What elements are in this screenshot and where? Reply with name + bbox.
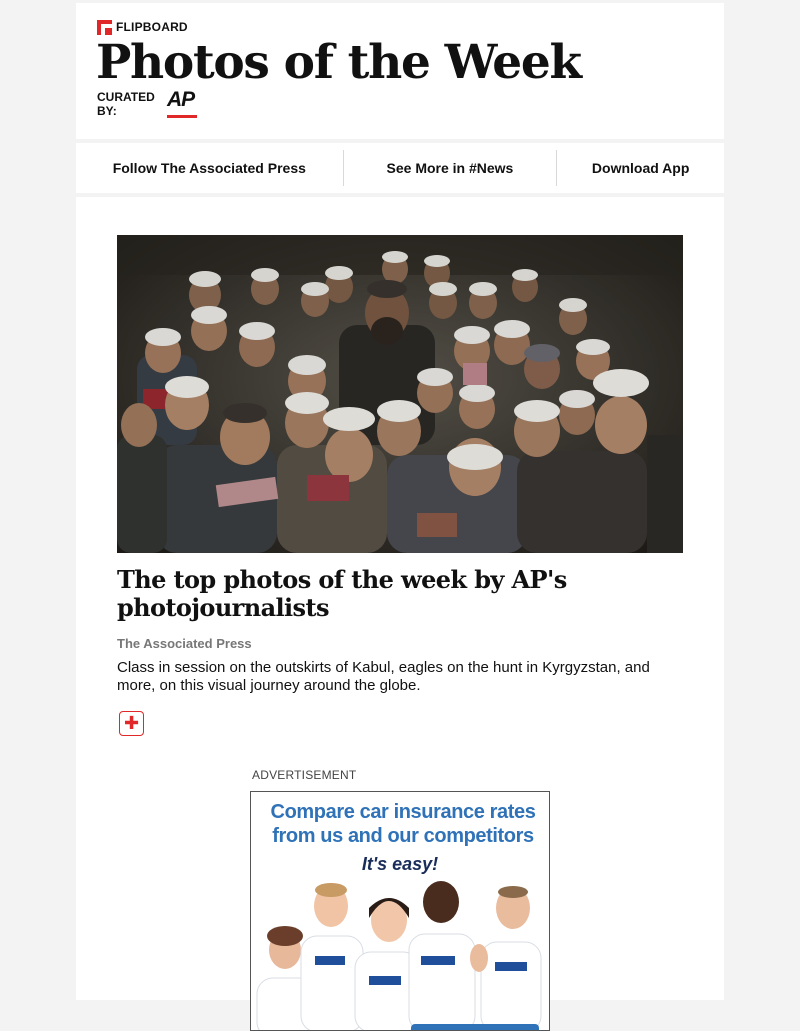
flipboard-brand[interactable] bbox=[97, 19, 188, 35]
brand-name: FLIPBOARD bbox=[116, 20, 188, 34]
advertisement-banner[interactable] bbox=[250, 791, 550, 1031]
add-to-flipboard-button[interactable] bbox=[119, 711, 144, 736]
ap-logo-text: AP bbox=[167, 88, 195, 111]
main-content bbox=[76, 197, 724, 1000]
article-source: The Associated Press bbox=[117, 636, 252, 651]
advertisement-label: ADVERTISEMENT bbox=[252, 768, 357, 782]
see-more-link[interactable]: See More in #News bbox=[386, 160, 514, 176]
ad-tagline: It's easy! bbox=[361, 854, 439, 874]
action-bar bbox=[76, 143, 724, 193]
follow-link[interactable]: Follow The Associated Press bbox=[112, 160, 306, 176]
flipboard-logo-icon bbox=[97, 20, 112, 35]
plus-icon: ✚ bbox=[123, 712, 140, 734]
page-title: Photos of the Week bbox=[96, 35, 581, 90]
ad-people-illustration bbox=[251, 878, 549, 1031]
newsletter-header bbox=[76, 3, 724, 139]
classroom-photo bbox=[117, 235, 683, 553]
hero-photo[interactable] bbox=[117, 235, 683, 553]
article-headline[interactable]: The top photos of the week by AP's photojournalists bbox=[117, 565, 567, 622]
ad-headline: Compare car insurance rates from us and our competitors bbox=[270, 801, 536, 847]
download-app-link[interactable]: Download App bbox=[591, 160, 690, 176]
ap-logo[interactable] bbox=[167, 89, 197, 121]
curated-by-label: CURATED BY: bbox=[97, 90, 155, 118]
article-description: Class in session on the outskirts of Kabul, eagles on the hunt in Kyrgyzstan, and more, on this visual journey around the globe. bbox=[117, 659, 650, 694]
ap-logo-underline bbox=[167, 115, 197, 118]
